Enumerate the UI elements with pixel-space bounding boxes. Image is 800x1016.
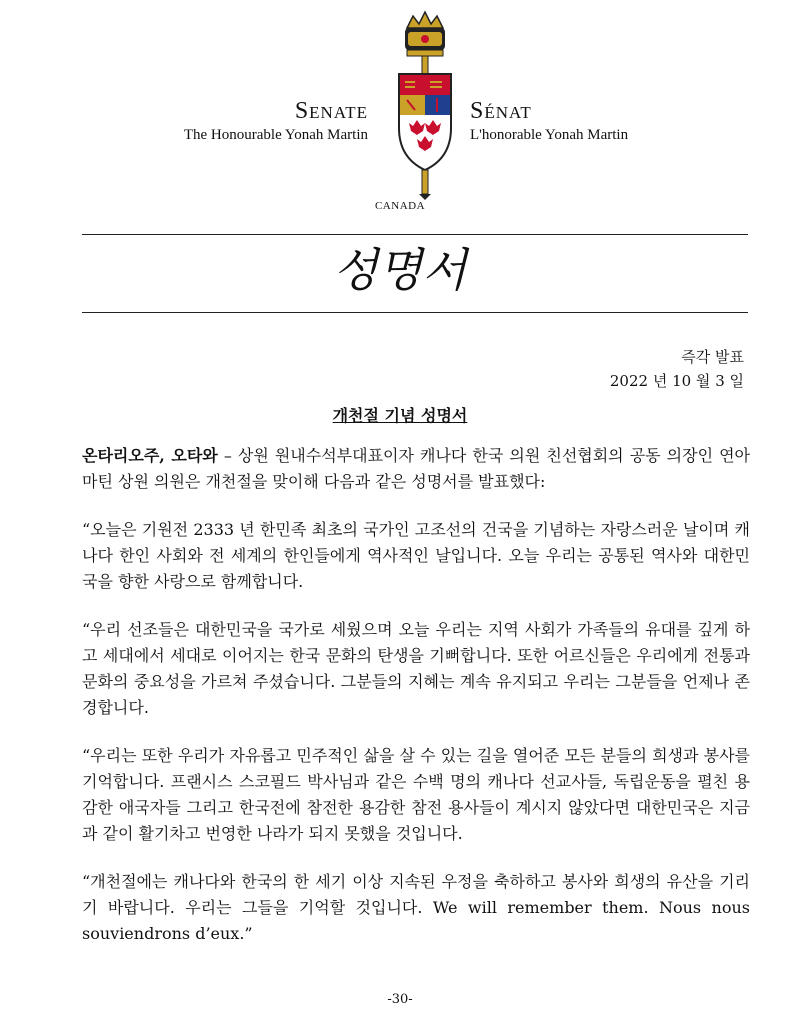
release-date: 2022 년 10 월 3 일: [609, 372, 744, 390]
release-info: [610, 345, 744, 393]
lead-text: – 상원 원내수석부대표이자 캐나다 한국 의원 친선협회의 공동 의장인 연아 마틴 상원 의원은 개천절을 맞이해 다음과 같은 성명서를 발표했다:: [82, 446, 750, 491]
letterhead-english: [184, 98, 368, 146]
letterhead: [0, 0, 800, 230]
senate-title-en: Senate: [294, 98, 368, 124]
senator-name-fr: L'honorable Yonah Martin: [470, 127, 629, 143]
country-label: CANADA: [374, 200, 426, 212]
title-divider: [82, 312, 748, 313]
letterhead-french: [470, 98, 628, 146]
senate-title-fr: Sénat: [470, 98, 532, 124]
lead-paragraph: [82, 443, 750, 495]
quote-paragraph: “우리 선조들은 대한민국을 국가로 세웠으며 오늘 우리는 지역 사회가 가족들의 유대를 깊게 하고 세대에서 세대로 이어지는 한국 문화의 탄생을 기뻐합니다. 또한 어르신들은 우리에게 전통과 문화의 중요성을 가르쳐 주셨습니다. 그분들의 지혜는 계속 유지되고 우리는 그분들을 언제나 존경합니다.: [82, 620, 750, 717]
top-divider: [82, 234, 748, 235]
page-number: -30-: [387, 992, 413, 1007]
document-title: 성명서: [333, 243, 467, 297]
senator-name-en: The Honourable Yonah Martin: [183, 127, 368, 143]
quote-paragraph: “오늘은 기원전 2333 년 한민족 최초의 국가인 고조선의 건국을 기념하는 자랑스러운 날이며 캐나다 한인 사회와 전 세계의 한인들에게 역사적인 날입니다. 오늘 우리는 공통된 역사와 대한민국을 향한 사랑으로 함께합니다.: [82, 520, 750, 591]
senate-coat-of-arms-icon: [385, 10, 465, 200]
release-label: 즉각 발표: [681, 348, 744, 366]
statement-subject: 개천절 기념 성명서: [332, 406, 468, 425]
quote-paragraph: “우리는 또한 우리가 자유롭고 민주적인 삶을 살 수 있는 길을 열어준 모든 분들의 희생과 봉사를 기억합니다. 프랜시스 스코필드 박사님과 같은 수백 명의 캐나다 선교사들, 독립운동을 펼친 용감한 애국자들 그리고 한국전에 참전한 용감한 참전 용사들이 계시지 않았다면 대한민국은 지금과 같이 활기차고 번영한 나라가 되지 못했을 것입니다.: [82, 746, 750, 843]
quote-paragraph: “개천절에는 캐나다와 한국의 한 세기 이상 지속된 우정을 축하하고 봉사와 희생의 유산을 기리기 바랍니다. 우리는 그들을 기억할 것입니다. We will remember them. Nous nous souviendrons d’eux.”: [82, 872, 750, 943]
dateline-location: 온타리오주, 오타와: [82, 446, 218, 465]
statement-body: [82, 443, 750, 969]
